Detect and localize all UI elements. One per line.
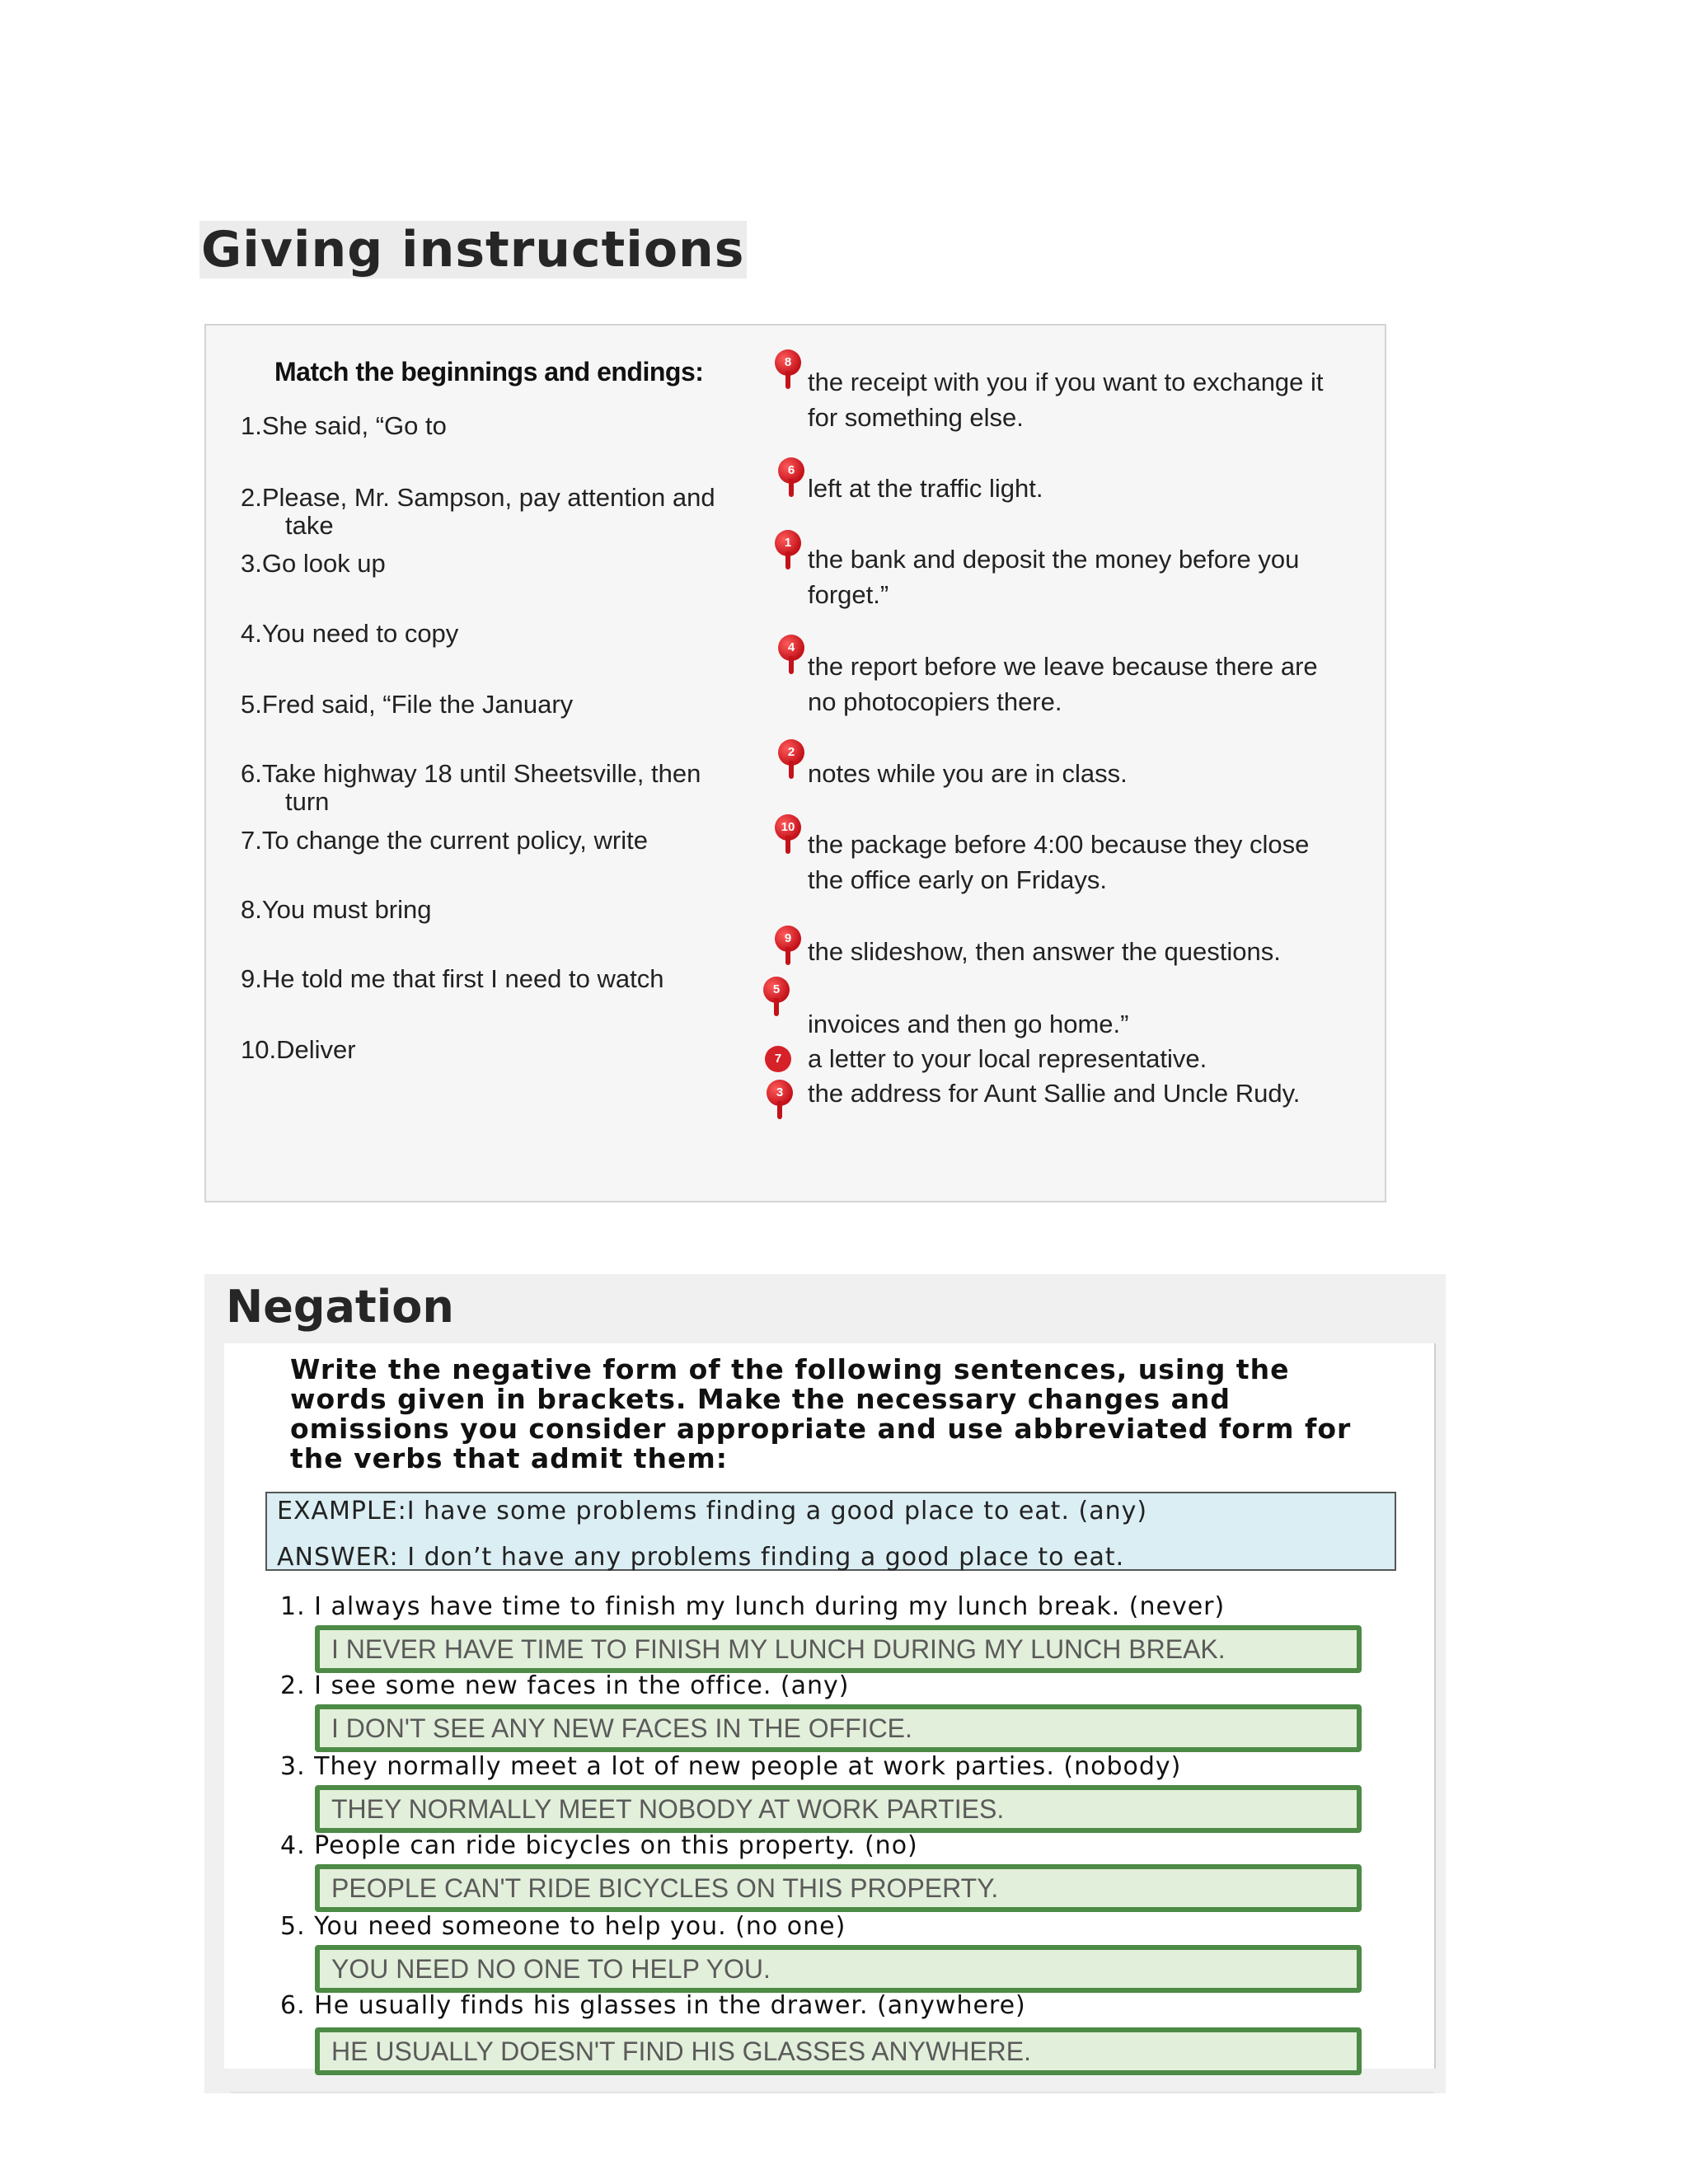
beginning-item-1 (241, 412, 743, 440)
beginning-item-6 (241, 760, 743, 816)
question-5: 5. You need someone to help you. (no one) (280, 1912, 846, 1941)
beginning-text: 10.Deliver (241, 1035, 356, 1064)
map-pin-icon: 6 (778, 457, 804, 484)
divider (231, 2092, 1434, 2093)
beginning-item-10 (241, 1036, 743, 1064)
map-pin-icon: 9 (775, 926, 801, 952)
matching-heading: Match the beginnings and endings: (274, 357, 704, 387)
map-pin-icon: 3 (767, 1080, 793, 1106)
beginning-text: 4.You need to copy (241, 619, 459, 648)
question-2: 2. I see some new faces in the office. (any) (280, 1671, 850, 1700)
answer-field-4[interactable]: PEOPLE CAN'T RIDE BICYCLES ON THIS PROPERTY. (315, 1864, 1362, 1912)
ending-item: the report before we leave because there are no photocopiers there. (808, 652, 1318, 716)
example-box (265, 1492, 1396, 1571)
question-1: 1. I always have time to finish my lunch during my lunch break. (never) (280, 1592, 1226, 1621)
beginning-item-3 (241, 550, 743, 578)
example-answer: ANSWER: I don’t have any problems finding a good place to eat. (277, 1543, 1125, 1572)
ending-item: the bank and deposit the money before you forget.” (808, 545, 1300, 609)
beginning-continuation: turn (285, 787, 330, 816)
negation-panel (204, 1274, 1446, 2093)
example-sentence: EXAMPLE:I have some problems finding a good place to eat. (any) (277, 1497, 1148, 1526)
answer-field-2[interactable]: I DON'T SEE ANY NEW FACES IN THE OFFICE. (315, 1704, 1362, 1752)
beginning-continuation: take (285, 511, 334, 540)
ending-item: a letter to your local representative. (808, 1044, 1207, 1073)
map-pin-icon: 8 (775, 349, 801, 376)
section-title-negation: Negation (226, 1281, 454, 1333)
answer-field-6[interactable]: HE USUALLY DOESN'T FIND HIS GLASSES ANYWHERE. (315, 2027, 1362, 2075)
beginning-item-9 (241, 965, 743, 993)
answer-field-1[interactable]: I NEVER HAVE TIME TO FINISH MY LUNCH DURING MY LUNCH BREAK. (315, 1625, 1362, 1673)
beginning-item-8 (241, 896, 743, 924)
answer-field-5[interactable]: YOU NEED NO ONE TO HELP YOU. (315, 1945, 1362, 1993)
beginning-text: 8.You must bring (241, 895, 432, 924)
map-pin-icon: 2 (778, 739, 804, 766)
question-4: 4. People can ride bicycles on this property. (no) (280, 1831, 918, 1860)
ending-item: notes while you are in class. (808, 759, 1128, 788)
map-pin-icon: 5 (763, 977, 790, 1003)
ending-item: the package before 4:00 because they close the office early on Fridays. (808, 830, 1310, 894)
beginning-text: 5.Fred said, “File the January (241, 690, 574, 719)
ending-item: the address for Aunt Sallie and Uncle Rudy. (808, 1079, 1301, 1108)
beginning-item-2 (241, 484, 743, 540)
negation-instructions: Write the negative form of the following sentences, using the words given in brackets. Make the necessary changes and omissions you consider appropriate and use abbreviated form for the verbs that admit them: (290, 1353, 1352, 1474)
map-pin-icon: 1 (775, 530, 801, 556)
ending-item: the slideshow, then answer the questions. (808, 937, 1281, 966)
beginning-text: 2.Please, Mr. Sampson, pay attention and (241, 483, 715, 512)
beginning-text: 3.Go look up (241, 549, 386, 578)
beginning-text: 7.To change the current policy, write (241, 826, 648, 855)
beginning-item-5 (241, 691, 743, 719)
matching-exercise-panel (204, 324, 1386, 1202)
answer-field-3[interactable]: THEY NORMALLY MEET NOBODY AT WORK PARTIES. (315, 1785, 1362, 1833)
section-title-giving-instructions: Giving instructions (201, 221, 745, 279)
map-pin-icon: 7 (765, 1046, 791, 1072)
ending-item: invoices and then go home.” (808, 1010, 1129, 1038)
beginning-text: 1.She said, “Go to (241, 411, 447, 440)
question-6: 6. He usually finds his glasses in the drawer. (anywhere) (280, 1991, 1026, 2020)
negation-worksheet (224, 1343, 1436, 2069)
ending-item: the receipt with you if you want to exchange it for something else. (808, 368, 1324, 432)
map-pin-icon: 4 (778, 635, 804, 661)
beginning-item-7 (241, 827, 743, 855)
beginning-text: 6.Take highway 18 until Sheetsville, then (241, 759, 701, 788)
question-3: 3. They normally meet a lot of new people at work parties. (nobody) (280, 1752, 1182, 1781)
ending-item: left at the traffic light. (808, 474, 1043, 503)
beginning-text: 9.He told me that first I need to watch (241, 964, 664, 993)
map-pin-icon: 10 (775, 814, 801, 841)
beginning-item-4 (241, 620, 743, 648)
